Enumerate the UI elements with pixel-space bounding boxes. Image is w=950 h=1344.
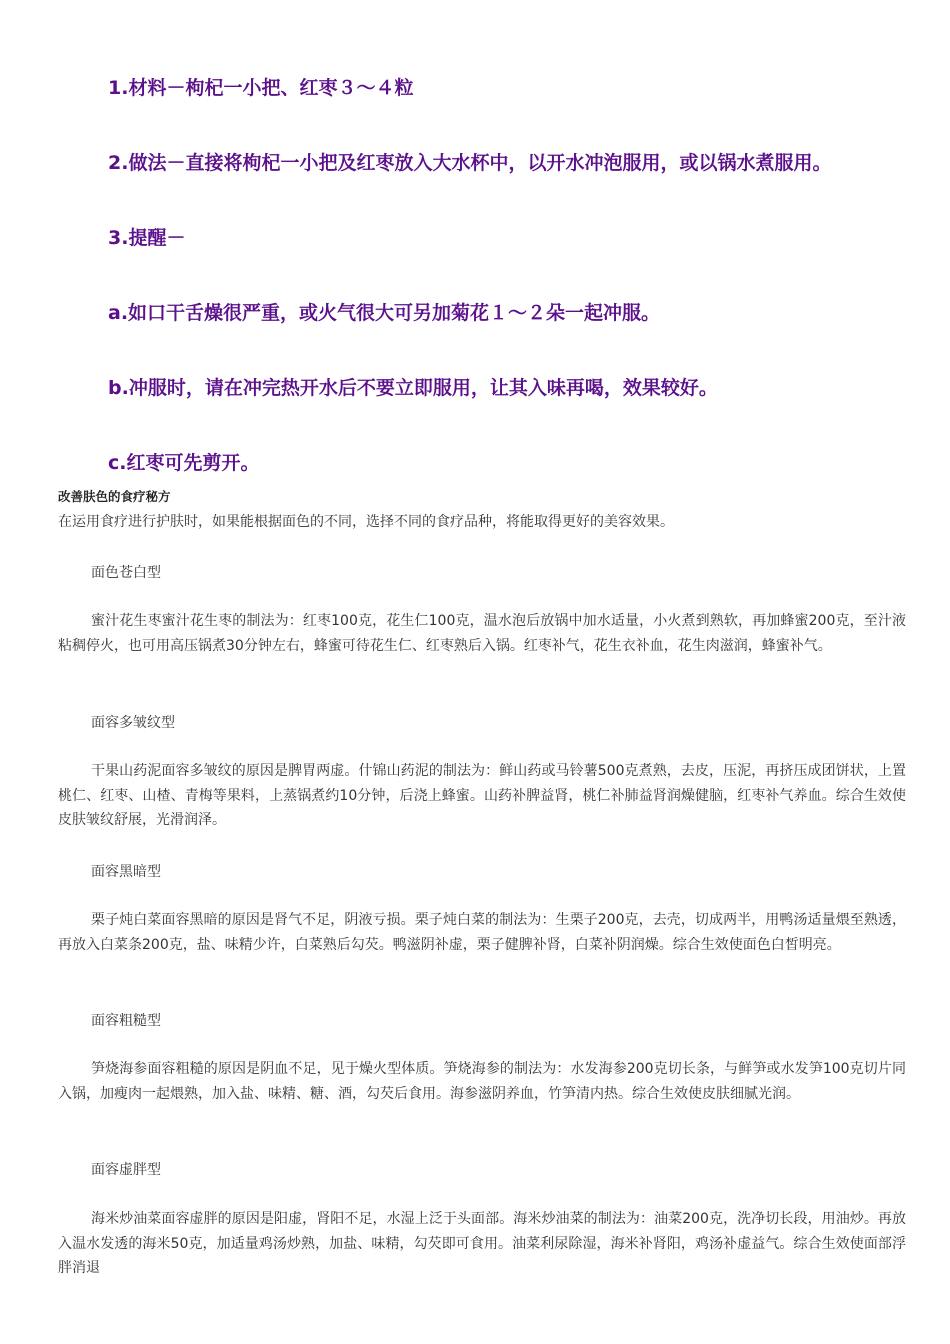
type-heading-dark: 面容黑暗型 [91,864,161,880]
recipe-note-c: c.红枣可先剪开。 [108,452,260,474]
type-heading-rough: 面容粗糙型 [91,1013,161,1029]
type-heading-puffy: 面容虚胖型 [91,1162,161,1178]
recipe-step-method: 2.做法－直接将枸杞一小把及红枣放入大水杯中，以开水冲泡服用，或以锅水煮服用。 [108,152,832,174]
recipe-step-reminder: 3.提醒－ [108,227,186,249]
type-body-dark: 栗子炖白菜面容黑暗的原因是肾气不足，阴液亏损。栗子炖白菜的制法为：生栗子200克，去壳，切成两半，用鸭汤适量煨至熟透，再放入白菜条200克，盐、味精少许，白菜熟后勾芡。鸭滋阴补虚，栗子健脾补肾，白菜补阴润燥。综合生效使面色白皙明亮。 [58,912,906,953]
type-heading-pale: 面色苍白型 [91,565,161,581]
intro-paragraph: 在运用食疗进行护肤时，如果能根据面色的不同，选择不同的食疗品种，将能取得更好的美容效果。 [58,514,674,530]
recipe-note-b: b.冲服时，请在冲完热开水后不要立即服用，让其入味再喝，效果较好。 [108,377,718,399]
recipe-note-a: a.如口干舌燥很严重，或火气很大可另加菊花１～２朵一起冲服。 [108,302,661,324]
type-body-rough: 笋烧海参面容粗糙的原因是阴血不足，见于燥火型体质。笋烧海参的制法为：水发海参200克切长条，与鲜笋或水发笋100克切片同入锅，加瘦肉一起煨熟，加入盐、味精、糖、酒，勾芡后食用。海参滋阴养血，竹笋清内热。综合生效使皮肤细腻光润。 [58,1061,906,1102]
type-body-wrinkles: 干果山药泥面容多皱纹的原因是脾胃两虚。什锦山药泥的制法为：鲜山药或马铃薯500克煮熟，去皮，压泥，再挤压成团饼状，上置桃仁、红枣、山楂、青梅等果料，上蒸锅煮约10分钟，后浇上蜂蜜。山药补脾益肾，桃仁补肺益肾润燥健脑，红枣补气养血。综合生效使皮肤皱纹舒展，光滑润泽。 [58,763,906,828]
recipe-step-materials: 1.材料－枸杞一小把、红枣３～４粒 [108,77,414,99]
type-body-pale: 蜜汁花生枣蜜汁花生枣的制法为：红枣100克，花生仁100克，温水泡后放锅中加水适量，小火煮到熟软，再加蜂蜜200克，至汁液粘稠停火，也可用高压锅煮30分钟左右，蜂蜜可待花生仁、红枣熟后入锅。红枣补气，花生衣补血，花生肉滋润，蜂蜜补气。 [58,613,906,654]
section-title: 改善肤色的食疗秘方 [58,489,171,504]
type-body-puffy: 海米炒油菜面容虚胖的原因是阳虚，肾阳不足，水湿上泛于头面部。海米炒油菜的制法为：油菜200克，洗净切长段，用油炒。再放入温水发透的海米50克，加适量鸡汤炒熟，加盐、味精，勾芡即可食用。油菜利尿除湿，海米补肾阳，鸡汤补虚益气。综合生效使面部浮胖消退 [58,1211,906,1276]
type-heading-wrinkles: 面容多皱纹型 [91,715,175,731]
